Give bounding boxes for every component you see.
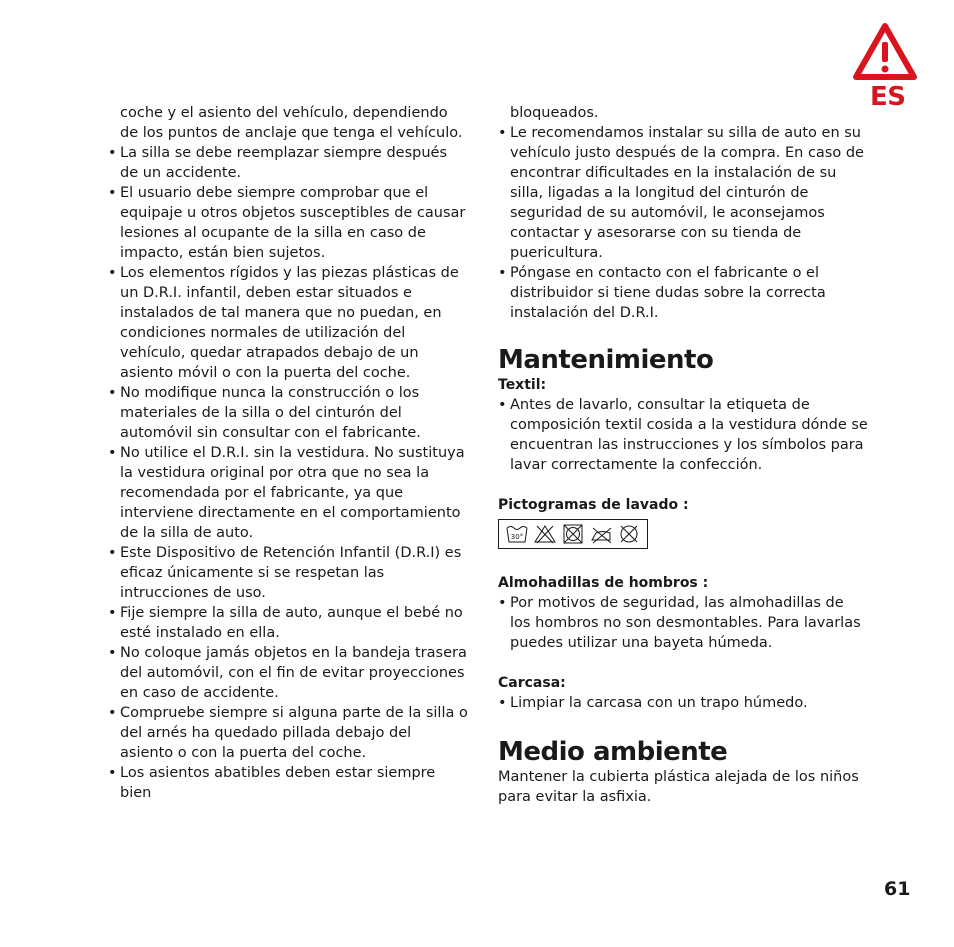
- wash-pictograms: [498, 519, 648, 549]
- shoulder-pads-label: Almohadillas de hombros :: [498, 575, 709, 591]
- textile-label: Textil:: [498, 377, 547, 393]
- right-column: [498, 103, 868, 807]
- list-item: • Le recomendamos instalar su silla de auto en su vehículo justo después de la compra. En caso de encontrar dificultades en la instalación de su silla, ligadas a la longitud del cinturón de seguridad de su automóvil, le aconsejamos contactar y asesorarse con su tienda de puericultura.: [498, 123, 868, 263]
- list-item: • Este Dispositivo de Retención Infantil (D.R.I) es eficaz únicamente si se respetan las intrucciones de uso.: [108, 543, 468, 603]
- no-bleach-icon: [533, 523, 557, 545]
- no-iron-icon: [589, 523, 613, 545]
- list-item: • La silla se debe reemplazar siempre después de un accidente.: [108, 143, 468, 183]
- list-item: • Compruebe siempre si alguna parte de la silla o del arnés ha quedado pillada debajo del asiento o con la puerta del coche.: [108, 703, 468, 763]
- warning-triangle-icon: [852, 22, 918, 82]
- maintenance-heading: Mantenimiento: [498, 345, 714, 375]
- language-badge: ES: [870, 82, 906, 112]
- wash-temp: 30°: [510, 533, 524, 541]
- list-item: • No utilice el D.R.I. sin la vestidura. No sustituya la vestidura original por otra que no sea la recomendada por el fabricante, ya que interviene directamente en el comportamiento de la silla de auto.: [108, 443, 468, 543]
- list-item: • No modifique nunca la construcción o los materiales de la silla o del cinturón del automóvil sin consultar con el fabricante.: [108, 383, 468, 443]
- textile-text: • Antes de lavarlo, consultar la etiqueta de composición textil cosida a la vestidura dónde se encuentran las instrucciones y los símbolos para lavar correctamente la confección.: [498, 395, 868, 475]
- list-item: • No coloque jamás objetos en la bandeja trasera del automóvil, con el fin de evitar proyecciones en caso de accidente.: [108, 643, 468, 703]
- shoulder-pads-text: • Por motivos de seguridad, las almohadillas de los hombros no son desmontables. Para lavarlas puedes utilizar una bayeta húmeda.: [498, 593, 868, 653]
- list-item: • Fije siempre la silla de auto, aunque el bebé no esté instalado en ella.: [108, 603, 468, 643]
- continuation-text: bloqueados.: [510, 105, 599, 121]
- environment-text: Mantener la cubierta plástica alejada de los niños para evitar la asfixia.: [498, 769, 859, 805]
- no-tumble-dry-icon: [561, 523, 585, 545]
- list-item: • Los elementos rígidos y las piezas plásticas de un D.R.I. infantil, deben estar situados e instalados de tal manera que no puedan, en condiciones normales de utilización del vehículo, quedar atrapados debajo de un asiento móvil o con la puerta del coche.: [108, 263, 468, 383]
- no-dry-clean-icon: [617, 523, 641, 545]
- list-item: • El usuario debe siempre comprobar que el equipaje u otros objetos susceptibles de causar lesiones al ocupante de la silla en caso de impacto, están bien sujetos.: [108, 183, 468, 263]
- wash-30-icon: [505, 523, 529, 545]
- environment-heading: Medio ambiente: [498, 737, 728, 767]
- shell-text: • Limpiar la carcasa con un trapo húmedo.: [498, 693, 868, 713]
- intro-paragraph: coche y el asiento del vehículo, dependiendo de los puntos de anclaje que tenga el vehículo.: [120, 105, 463, 141]
- wash-pictograms-label: Pictogramas de lavado :: [498, 497, 689, 513]
- list-item: • Los asientos abatibles deben estar siempre bien: [108, 763, 468, 803]
- list-item: • Póngase en contacto con el fabricante o el distribuidor si tiene dudas sobre la correcta instalación del D.R.I.: [498, 263, 868, 323]
- left-column: [108, 103, 468, 803]
- shell-label: Carcasa:: [498, 675, 566, 691]
- page-number: 61: [884, 878, 911, 900]
